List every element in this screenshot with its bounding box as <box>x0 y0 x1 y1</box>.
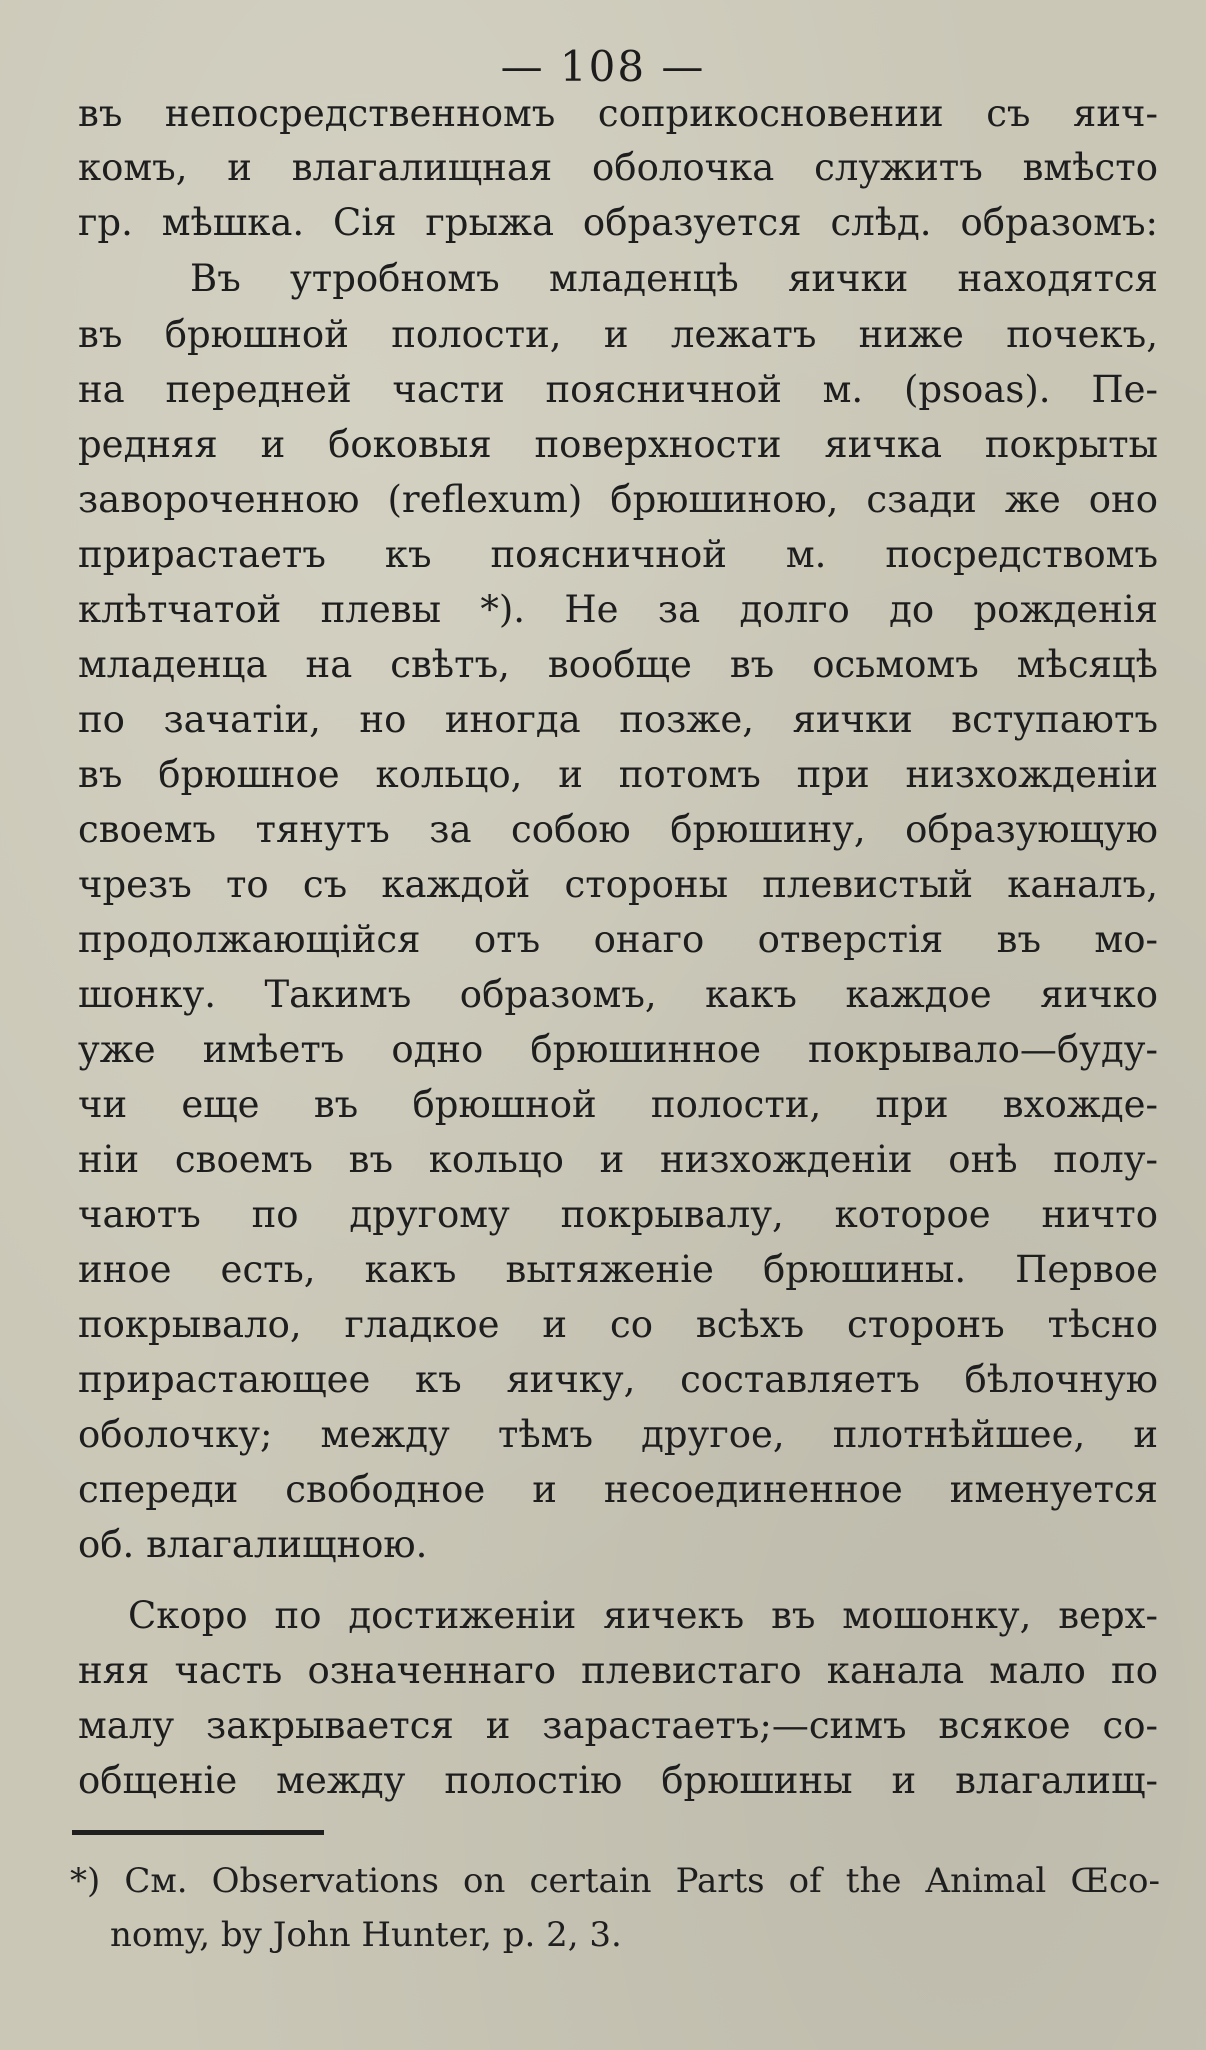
text-line: общеніе между полостію брюшины и влагалищ- <box>78 1759 1158 1802</box>
text-line: на передней части поясничной м. (psoas). Пе- <box>78 368 1158 411</box>
text-line: въ непосредственномъ соприкосновении съ яич- <box>78 92 1158 135</box>
text-line: малу закрывается и зарастаетъ;—симъ всякое со- <box>78 1704 1158 1747</box>
text-line: младенца на свѣтъ, вообще въ осьмомъ мѣсяцѣ <box>78 643 1158 686</box>
paragraph-start-line: Скоро по достиженіи яичекъ въ мошонку, верх- <box>128 1594 1158 1637</box>
paragraph-end-line: об. влагалищною. <box>78 1523 428 1566</box>
text-line: завороченною (reflexum) брюшиною, сзади же оно <box>78 478 1158 521</box>
text-line: прирастающее къ яичку, составляетъ бѣлочную <box>78 1358 1158 1401</box>
text-line: продолжающійся отъ онаго отверстія въ мо- <box>78 918 1158 961</box>
text-line: покрывало, гладкое и со всѣхъ сторонъ тѣсно <box>78 1303 1158 1346</box>
text-line: ніи своемъ въ кольцо и низхожденіи онѣ полу- <box>78 1138 1158 1181</box>
text-line: комъ, и влагалищная оболочка служитъ вмѣсто <box>78 146 1158 189</box>
footnote-line: *) См. Observations on certain Parts of the Animal Œco- <box>70 1861 1160 1901</box>
text-line: редняя и боковыя поверхности яичка покрыты <box>78 423 1158 466</box>
text-line: въ брюшной полости, и лежатъ ниже почекъ, <box>78 313 1158 356</box>
page-number: — 108 — <box>500 42 706 91</box>
text-line: своемъ тянутъ за собою брюшину, образующую <box>78 808 1158 851</box>
text-line: прирастаетъ къ поясничной м. посредствомъ <box>78 533 1158 576</box>
text-line: чаютъ по другому покрывалу, которое ничто <box>78 1193 1158 1236</box>
paragraph-start-line: Въ утробномъ младенцѣ яички находятся <box>190 257 1158 300</box>
footnote-separator <box>72 1830 324 1835</box>
footnote-line: nomy, by John Hunter, p. 2, 3. <box>110 1915 622 1955</box>
text-line: по зачатіи, но иногда позже, яички вступаютъ <box>78 698 1158 741</box>
text-line: клѣтчатой плевы *). Не за долго до рожденія <box>78 588 1158 631</box>
text-line: оболочку; между тѣмъ другое, плотнѣйшее, и <box>78 1413 1158 1456</box>
text-line: въ брюшное кольцо, и потомъ при низхожденіи <box>78 753 1158 796</box>
text-line: спереди свободное и несоединенное именуется <box>78 1468 1158 1511</box>
text-line: шонку. Такимъ образомъ, какъ каждое яичко <box>78 973 1158 1016</box>
text-line: чи еще въ брюшной полости, при вхожде- <box>78 1083 1158 1126</box>
text-line: чрезъ то съ каждой стороны плевистый каналъ, <box>78 863 1158 906</box>
text-line: гр. мѣшка. Сія грыжа образуется слѣд. образомъ: <box>78 201 1158 244</box>
text-line: иное есть, какъ вытяженіе брюшины. Первое <box>78 1248 1158 1291</box>
text-line: няя часть означеннаго плевистаго канала мало по <box>78 1649 1158 1692</box>
text-line: уже имѣетъ одно брюшинное покрывало—буду- <box>78 1028 1158 1071</box>
